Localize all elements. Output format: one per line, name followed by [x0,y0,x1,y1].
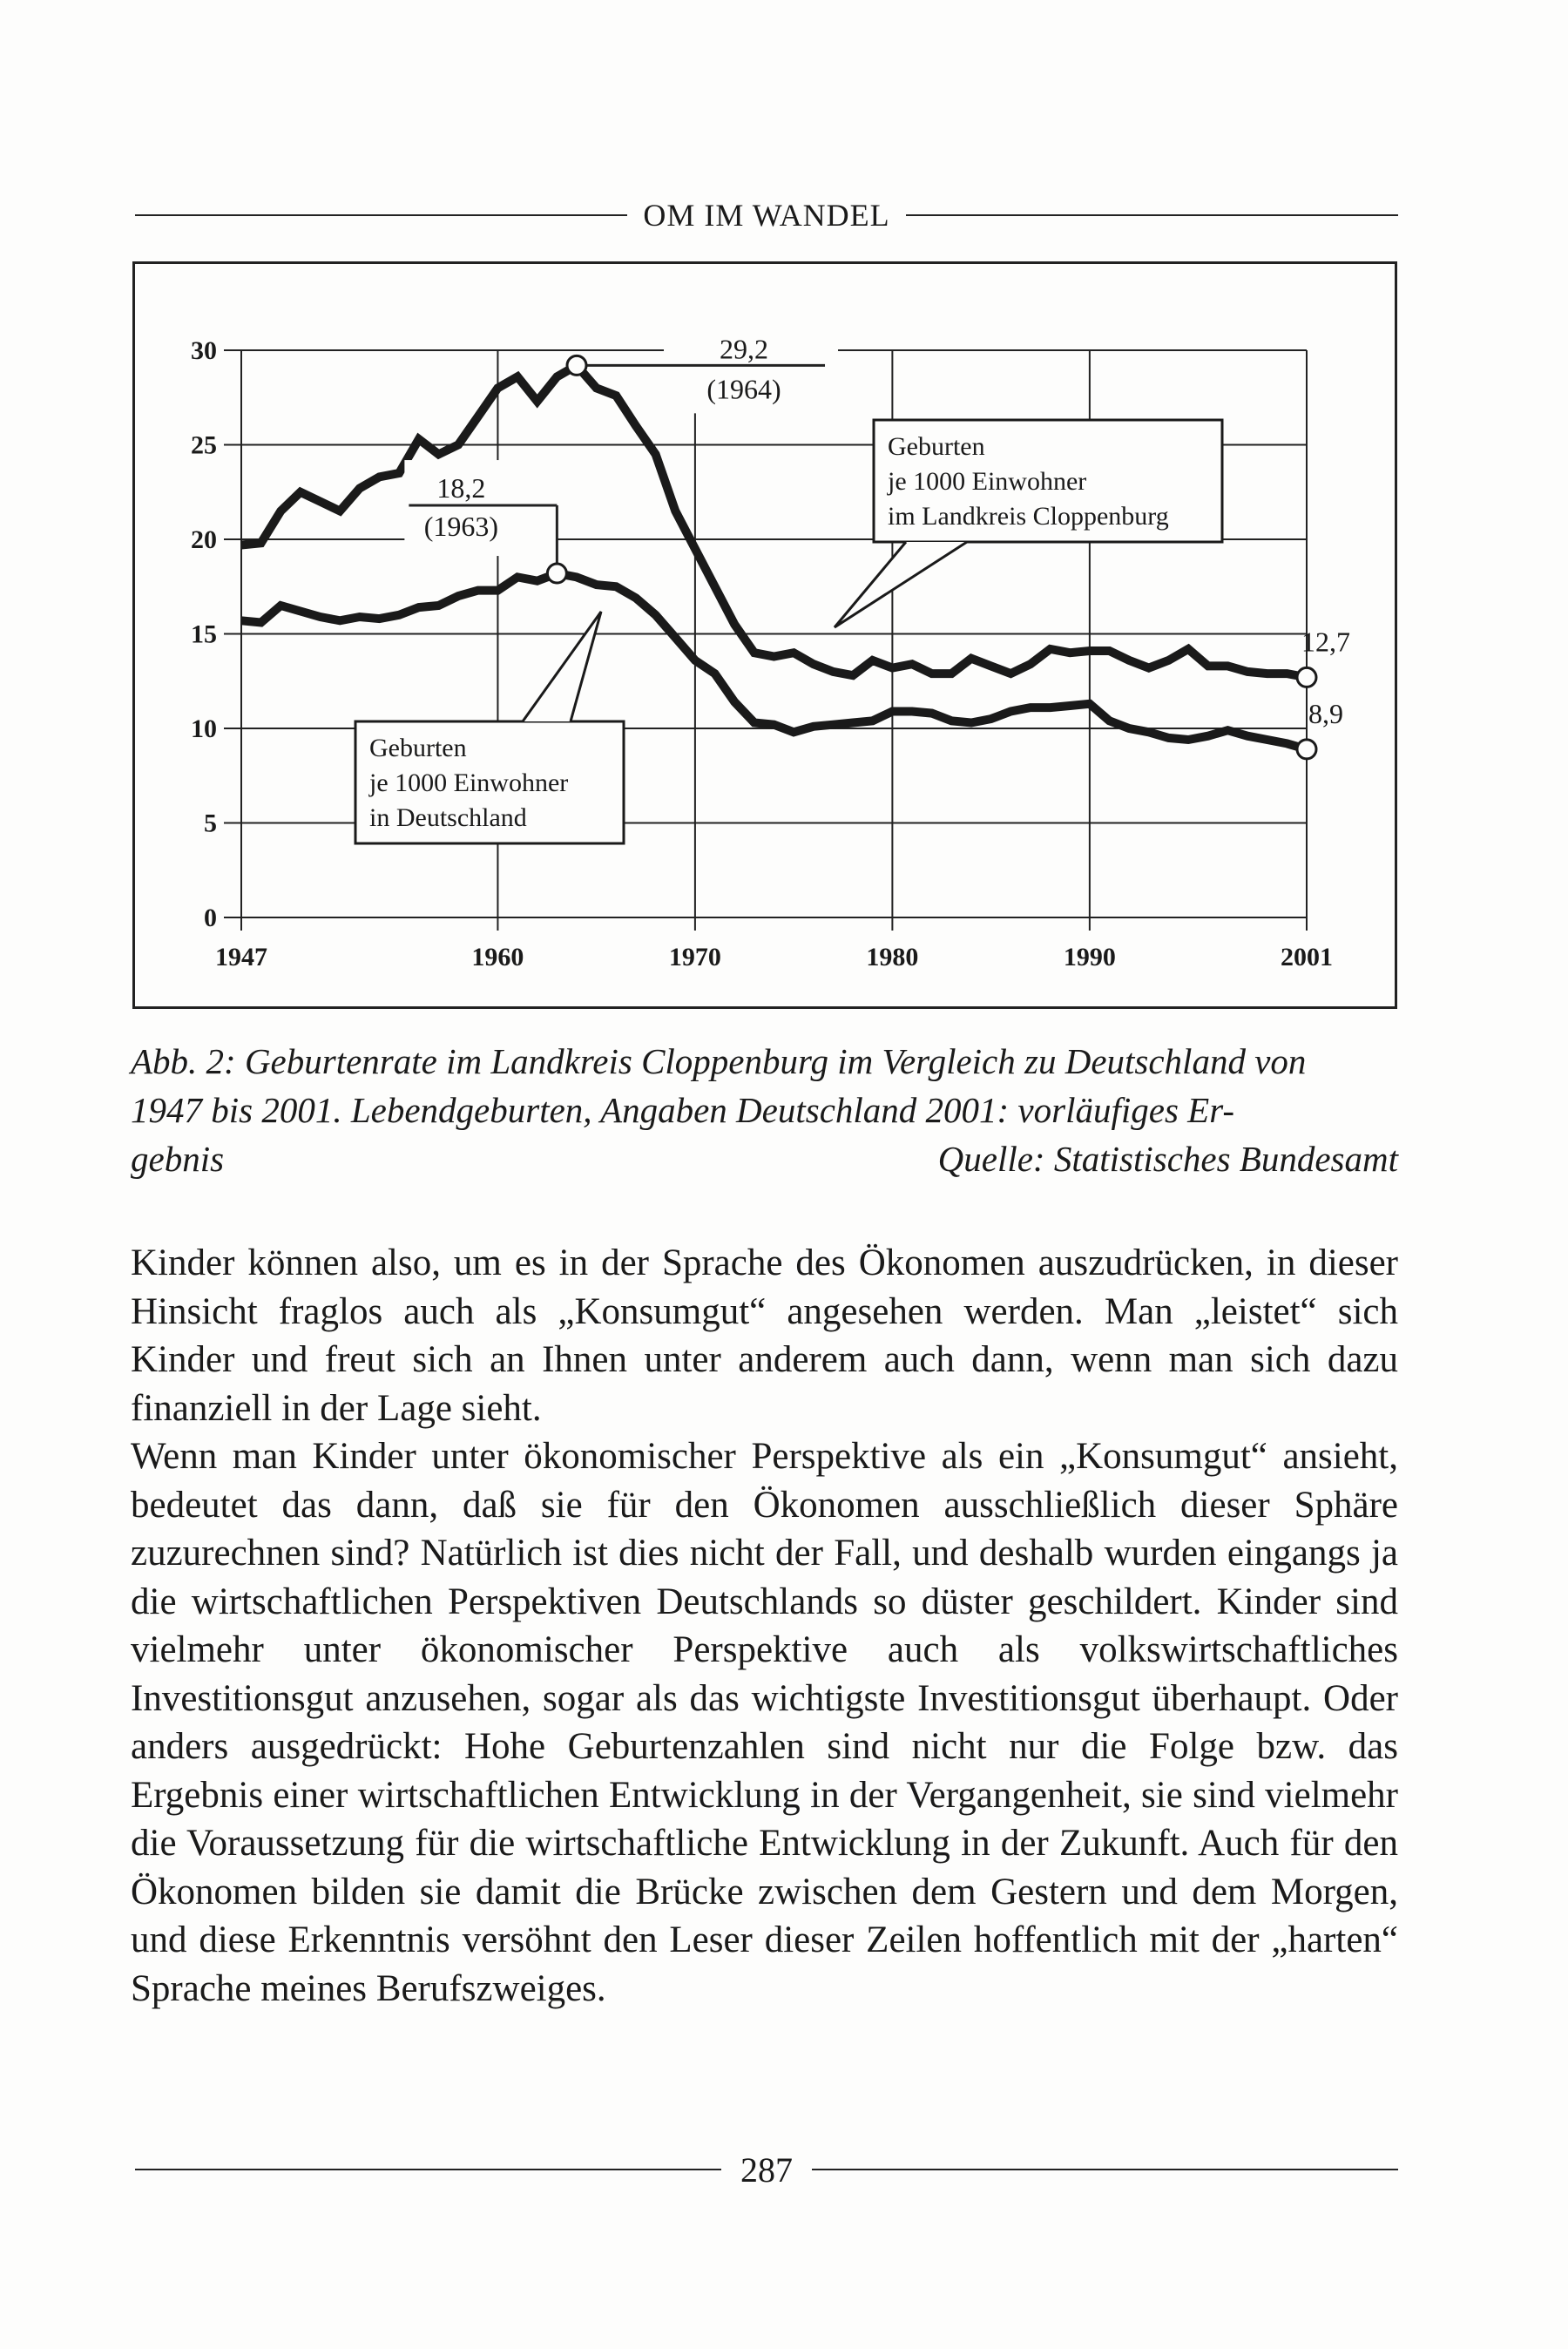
y-tick-label: 10 [191,714,217,743]
x-tick-label: 2001 [1281,943,1333,971]
x-tick-label: 1980 [866,943,919,971]
y-axis-ticks [191,336,217,932]
caption-line-3: gebnis [131,1139,225,1179]
callout-text-line: je 1000 Einwohner [369,768,569,797]
y-tick-label: 30 [191,336,217,365]
annotation-year-label: (1964) [706,373,781,405]
annotation-marker [1297,667,1316,687]
caption-line-2: 1947 bis 2001. Lebendgeburten, Angaben Deutschland 2001: vorläufiges Er- [131,1090,1234,1130]
y-tick-label: 25 [191,430,217,460]
caption-source: Quelle: Statistisches Bundesamt [937,1139,1398,1179]
annotation-marker [547,564,566,583]
x-tick-label: 1947 [215,943,267,971]
callout-text-line: im Landkreis Cloppenburg [888,502,1169,531]
annotation-end-value-label: 8,9 [1308,697,1343,729]
callout-text-line: Geburten [888,432,985,461]
annotation-value-label: 18,2 [436,472,486,504]
footer-rule-right [812,2169,1398,2170]
figure-caption [131,1037,1398,1183]
page-number: 287 [740,2149,793,2190]
x-tick-label: 1970 [668,943,721,971]
birth-rate-chart [0,0,1568,1011]
annotation-marker [567,355,586,375]
callout-text-line: Geburten [369,734,467,762]
x-tick-label: 1990 [1063,943,1116,971]
y-tick-label: 5 [204,809,217,838]
paragraph: Kinder können also, um es in der Sprache des Ökonomen auszudrücken, in dieser Hinsicht fraglos auch als „Konsumgut“ angesehen werden. Man „leistet“ sich Kinder und freut sich an Ihnen unter anderem auch dann, wenn man sich dazu finanziell in der Lage sieht. [131,1242,1398,1429]
callout-text-line: in Deutschland [369,803,527,832]
page-footer [135,2143,1398,2196]
running-head-title: OM IM WANDEL [643,198,890,233]
y-tick-label: 0 [204,904,217,932]
annotation-year-label: (1963) [423,511,499,543]
annotation-value-label: 29,2 [720,333,769,365]
x-axis-ticks [215,943,1333,971]
callout-text-line: je 1000 Einwohner [888,467,1087,496]
x-tick-label: 1960 [471,943,524,971]
annotation-end-value-label: 12,7 [1301,626,1350,658]
y-tick-label: 20 [191,525,217,554]
caption-line-1: Abb. 2: Geburtenrate im Landkreis Cloppenburg im Vergleich zu Deutschland von [131,1041,1307,1081]
paragraph: Wenn man Kinder unter ökonomischer Perspektive als ein „Konsumgut“ ansieht, bedeutet das dann, daß sie für den Ökonomen ausschließlich dieser Sphäre zuzurechnen sind? Natürlich ist dies nicht der Fall, und deshalb wurden eingangs ja die wirtschaftlichen Perspektiven Deutschlands so düster geschildert. Kinder sind vielmehr unter ökonomischer Perspektive auch als volkswirtschaftliches Investitionsgut anzusehen, sogar als das wichtigste Investitionsgut überhaupt. Oder anders ausgedrückt: Hohe Geburtenzahlen sind nicht nur die Folge bzw. das Ergebnis einer wirtschaftlichen Entwicklung in der Vergangenheit, sie sind vielmehr die Voraussetzung für die wirtschaftliche Entwicklung in der Zukunft. Auch für den Ökonomen bilden sie damit die Brücke zwischen dem Gestern und dem Morgen, und diese Erkenntnis versöhnt den Leser dieser Zeilen hoffentlich mit der „harten“ Sprache meines Berufszweiges. [131,1436,1398,2009]
footer-rule-left [135,2169,721,2170]
body-text [131,1239,1398,2013]
annotation-marker [1297,740,1316,759]
y-tick-label: 15 [191,619,217,649]
